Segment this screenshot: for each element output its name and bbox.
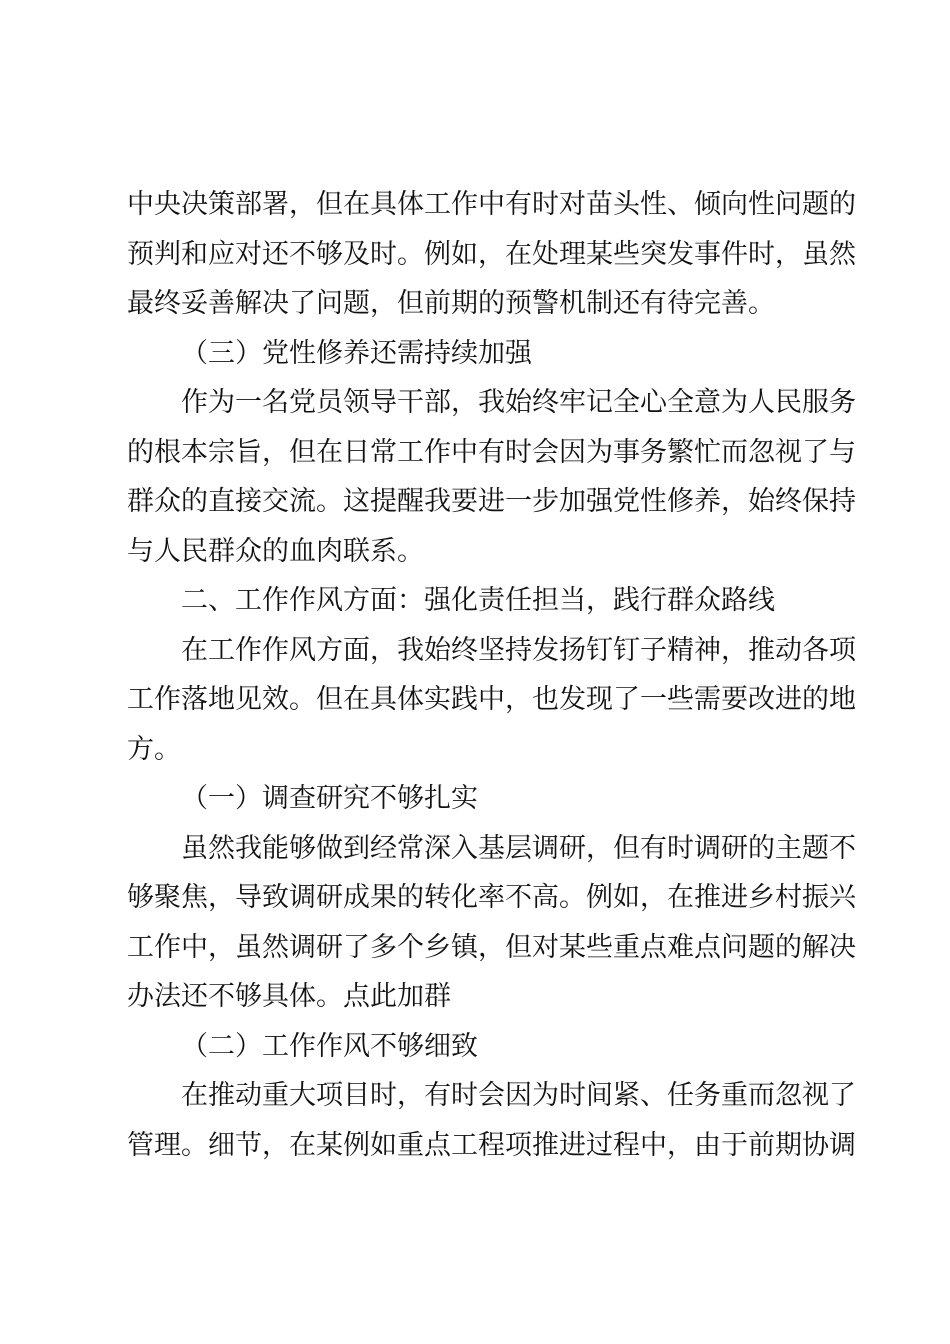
section-heading: （三）党性修养还需持续加强 — [181, 337, 532, 369]
body-line: 与人民群众的血肉联系。 — [127, 535, 424, 567]
body-line: 作为一名党员领导干部，我始终牢记全心全意为人民服务 — [181, 387, 856, 418]
document-body — [127, 180, 856, 1170]
body-line: 的根本宗旨，但在日常工作中有时会因为事务繁忙而忽视了与 — [127, 436, 856, 468]
body-line: 最终妥善解决了问题，但前期的预警机制还有待完善。 — [127, 288, 775, 319]
body-line: 预判和应对还不够及时。例如，在处理某些突发事件时，虽然 — [127, 238, 856, 270]
section-heading: （二）工作作风不够细致 — [181, 1030, 478, 1062]
body-line: 方。 — [127, 733, 181, 765]
body-line: 工作中，虽然调研了多个乡镇，但对某些重点难点问题的解决 — [127, 931, 856, 963]
body-line: 虽然我能够做到经常深入基层调研，但有时调研的主题不 — [181, 832, 856, 864]
body-line: 管理。细节，在某例如重点工程项推进过程中，由于前期协调 — [127, 1129, 856, 1161]
body-line: 够聚焦，导致调研成果的转化率不高。例如，在推进乡村振兴 — [127, 882, 856, 913]
body-line: 工作落地见效。但在具体实践中，也发现了一些需要改进的地 — [127, 684, 856, 715]
body-line: 群众的直接交流。这提醒我要进一步加强党性修养，始终保持 — [127, 486, 856, 517]
body-line: 中央决策部署，但在具体工作中有时对苗头性、倾向性问题的 — [127, 189, 856, 220]
chapter-heading: 二、工作作风方面：强化责任担当，践行群众路线 — [181, 585, 775, 616]
body-line: 办法还不够具体。点此加群 — [127, 981, 451, 1012]
body-line: 在工作作风方面，我始终坚持发扬钉钉子精神，推动各项 — [181, 634, 856, 666]
section-heading: （一）调查研究不够扎实 — [181, 783, 478, 814]
body-line: 在推动重大项目时，有时会因为时间紧、任务重而忽视了 — [181, 1080, 856, 1111]
